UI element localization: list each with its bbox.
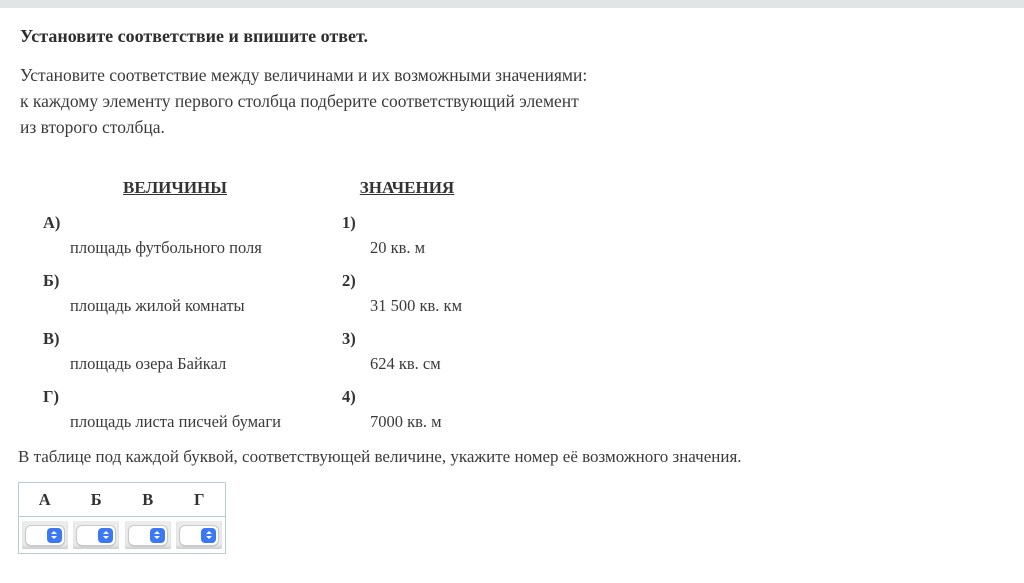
answer-select-a[interactable]	[25, 525, 65, 546]
match-value-4	[342, 387, 492, 432]
item-text: площадь жилой комнаты	[70, 296, 245, 315]
chevron-up-icon	[103, 531, 109, 534]
instruction-line: из второго столбца.	[20, 117, 165, 137]
answer-column-label-g: Г	[194, 490, 205, 509]
value-text: 624 кв. см	[370, 354, 441, 373]
question-instruction	[20, 62, 587, 140]
chevron-up-icon	[206, 531, 212, 534]
answer-select-wrapper	[22, 521, 68, 549]
answer-table	[18, 482, 226, 554]
meanings-column-header: ЗНАЧЕНИЯ	[359, 178, 455, 197]
chevron-down-icon	[206, 536, 212, 539]
answer-cell-b	[71, 521, 123, 549]
chevron-up-icon	[154, 531, 160, 534]
answer-select-wrapper	[176, 521, 222, 549]
item-text: площадь футбольного поля	[70, 238, 262, 257]
item-letter: Б)	[43, 271, 60, 290]
answer-select-b[interactable]	[76, 525, 116, 546]
answer-select-g[interactable]	[179, 525, 219, 546]
value-number: 2)	[342, 271, 356, 290]
value-text: 31 500 кв. км	[370, 296, 463, 315]
answer-cell-v	[122, 521, 174, 549]
select-stepper-icon[interactable]	[201, 528, 216, 543]
value-number: 3)	[342, 329, 356, 348]
match-item-a	[20, 213, 342, 258]
answer-column-label-a: А	[38, 490, 51, 509]
value-number: 4)	[342, 387, 356, 406]
answer-cell-g	[174, 521, 226, 549]
match-value-1	[342, 213, 492, 258]
match-item-v	[20, 329, 342, 374]
match-item-b	[20, 271, 342, 316]
answer-select-v[interactable]	[128, 525, 168, 546]
matching-columns	[20, 178, 492, 445]
chevron-up-icon	[51, 531, 57, 534]
answer-table-note: В таблице под каждой буквой, соответствующей величине, укажите номер её возможного значения.	[18, 447, 742, 466]
instruction-line: Установите соответствие между величинами и их возможными значениями:	[20, 65, 588, 85]
item-letter: А)	[43, 213, 61, 232]
value-number: 1)	[342, 213, 356, 232]
values-column-header: ВЕЛИЧИНЫ	[123, 178, 227, 197]
top-bar	[0, 0, 1024, 8]
item-letter: В)	[43, 329, 60, 348]
answer-cell-a	[19, 521, 71, 549]
item-text: площадь листа писчей бумаги	[70, 412, 281, 431]
answer-table-inputs-row	[19, 517, 225, 553]
answer-select-wrapper	[73, 521, 119, 549]
item-text: площадь озера Байкал	[70, 354, 227, 373]
answer-select-wrapper	[125, 521, 171, 549]
instruction-line: к каждому элементу первого столбца подберите соответствующий элемент	[20, 91, 579, 111]
chevron-down-icon	[154, 536, 160, 539]
values-column	[20, 178, 342, 445]
answer-column-label-v: В	[142, 490, 154, 509]
item-letter: Г)	[43, 387, 59, 406]
answer-table-header	[19, 483, 225, 517]
answer-column-label-b: Б	[90, 490, 102, 509]
meanings-column	[342, 178, 492, 445]
value-text: 7000 кв. м	[370, 412, 442, 431]
select-stepper-icon[interactable]	[150, 528, 165, 543]
match-value-3	[342, 329, 492, 374]
select-stepper-icon[interactable]	[98, 528, 113, 543]
question-title: Установите соответствие и впишите ответ.	[20, 26, 368, 46]
chevron-down-icon	[103, 536, 109, 539]
chevron-down-icon	[51, 536, 57, 539]
match-item-g	[20, 387, 342, 432]
select-stepper-icon[interactable]	[47, 528, 62, 543]
match-value-2	[342, 271, 492, 316]
value-text: 20 кв. м	[370, 238, 426, 257]
